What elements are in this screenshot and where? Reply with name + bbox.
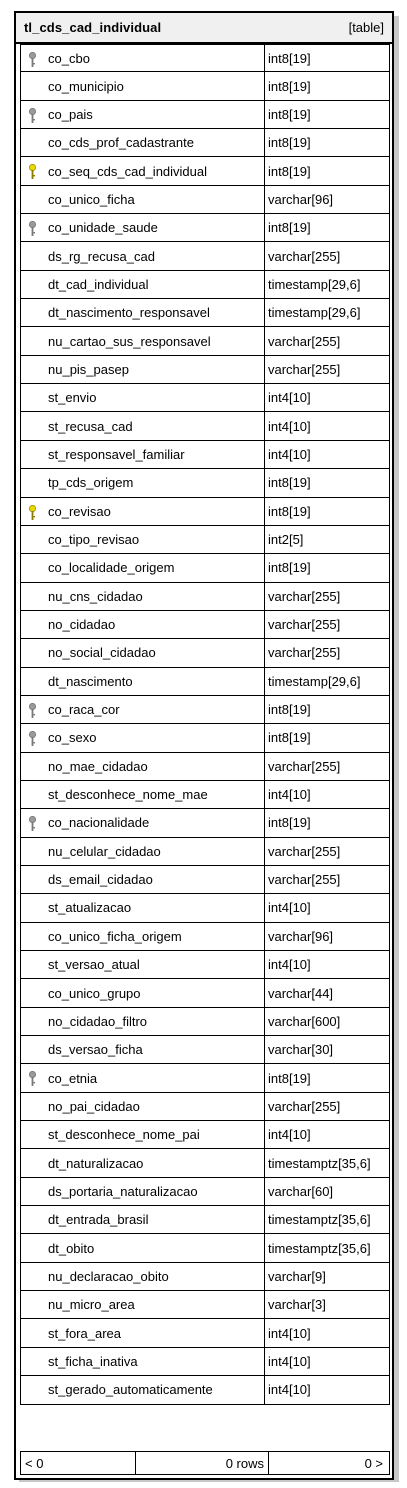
foreign-key-icon — [28, 108, 37, 124]
column-row[interactable] — [20, 1291, 390, 1319]
column-name-cell — [21, 327, 265, 354]
column-name: co_nacionalidade — [48, 815, 150, 831]
column-row[interactable] — [20, 186, 390, 214]
column-type: varchar[255] — [268, 843, 341, 859]
column-row[interactable] — [20, 1008, 390, 1036]
column-name: co_unidade_saude — [48, 220, 158, 236]
column-name: no_social_cidadao — [48, 645, 156, 661]
column-type: int4[10] — [268, 1353, 311, 1369]
column-name-cell — [21, 554, 265, 581]
column-name-cell — [21, 498, 265, 525]
column-name-cell — [21, 1008, 265, 1035]
column-name: co_localidade_origem — [48, 560, 175, 576]
column-row[interactable] — [20, 838, 390, 866]
column-name: dt_nascimento — [48, 673, 133, 689]
column-name: co_seq_cds_cad_individual — [48, 163, 208, 179]
column-row[interactable] — [20, 242, 390, 270]
column-row[interactable] — [20, 1064, 390, 1092]
column-row[interactable] — [20, 157, 390, 185]
column-name: st_responsavel_familiar — [48, 446, 185, 462]
column-name-cell — [21, 186, 265, 213]
column-type: int4[10] — [268, 418, 311, 434]
column-name-cell — [21, 1206, 265, 1233]
column-name: st_versao_atual — [48, 957, 140, 973]
column-type: int8[19] — [268, 220, 311, 236]
column-type: int8[19] — [268, 106, 311, 122]
column-row[interactable] — [20, 1036, 390, 1064]
column-row[interactable] — [20, 271, 390, 299]
table-kind-label: [table] — [348, 20, 384, 35]
column-name: st_gerado_automaticamente — [48, 1382, 213, 1398]
column-type: varchar[96] — [268, 191, 334, 207]
column-name: st_recusa_cad — [48, 418, 133, 434]
column-name-cell — [21, 1348, 265, 1375]
column-row[interactable] — [20, 611, 390, 639]
primary-key-icon — [28, 505, 37, 521]
column-row[interactable] — [20, 1234, 390, 1262]
column-name: co_sexo — [48, 730, 97, 746]
column-row[interactable] — [20, 753, 390, 781]
footer-next[interactable]: 0 > — [364, 1455, 383, 1471]
column-row[interactable] — [20, 809, 390, 837]
foreign-key-icon — [28, 1071, 37, 1087]
column-row[interactable] — [20, 696, 390, 724]
column-name: no_pai_cidadao — [48, 1098, 140, 1114]
column-name: nu_pis_pasep — [48, 361, 129, 377]
column-row[interactable] — [20, 1263, 390, 1291]
column-name: ds_email_cidadao — [48, 872, 153, 888]
column-row[interactable] — [20, 951, 390, 979]
column-type: varchar[255] — [268, 872, 341, 888]
column-type: int4[10] — [268, 1382, 311, 1398]
column-name-cell — [21, 1064, 265, 1091]
column-type: int8[19] — [268, 50, 311, 66]
column-name-cell — [21, 809, 265, 836]
column-name: ds_portaria_naturalizacao — [48, 1183, 198, 1199]
column-name-cell — [21, 696, 265, 723]
foreign-key-icon — [28, 221, 37, 237]
column-row[interactable] — [20, 1319, 390, 1347]
column-name: ds_rg_recusa_cad — [48, 248, 155, 264]
column-type: int8[19] — [268, 815, 311, 831]
column-type: timestamptz[35,6] — [268, 1212, 371, 1228]
column-type: int8[19] — [268, 475, 311, 491]
footer-row-count: 0 rows — [136, 1452, 269, 1474]
column-row[interactable] — [20, 1376, 390, 1404]
column-type: int8[19] — [268, 702, 311, 718]
column-name: st_ficha_inativa — [48, 1353, 138, 1369]
column-name-cell — [21, 1121, 265, 1148]
column-name-cell — [21, 299, 265, 326]
column-row[interactable] — [20, 923, 390, 951]
column-name-cell — [21, 101, 265, 128]
column-row[interactable] — [20, 72, 390, 100]
column-name: dt_cad_individual — [48, 276, 149, 292]
column-name-cell — [21, 951, 265, 978]
column-name: no_cidadao_filtro — [48, 1013, 148, 1029]
column-row[interactable] — [20, 441, 390, 469]
column-type: int4[10] — [268, 1325, 311, 1341]
column-name: co_revisao — [48, 503, 111, 519]
column-type: varchar[255] — [268, 617, 341, 633]
column-name: co_municipio — [48, 78, 124, 94]
table-header[interactable] — [16, 13, 392, 44]
column-row[interactable] — [20, 1206, 390, 1234]
column-row[interactable] — [20, 101, 390, 129]
column-name-cell — [21, 1036, 265, 1063]
column-name-cell — [21, 469, 265, 496]
column-row[interactable] — [20, 526, 390, 554]
column-name-cell — [21, 1093, 265, 1120]
column-type: timestamptz[35,6] — [268, 1155, 371, 1171]
column-name-cell — [21, 526, 265, 553]
foreign-key-icon — [28, 703, 37, 719]
column-name: co_unico_grupo — [48, 985, 141, 1001]
column-row[interactable] — [20, 668, 390, 696]
column-type: int4[10] — [268, 787, 311, 803]
column-type: timestamp[29,6] — [268, 305, 361, 321]
column-name: no_cidadao — [48, 617, 116, 633]
column-type: timestamptz[35,6] — [268, 1240, 371, 1256]
column-row[interactable] — [20, 469, 390, 497]
column-row[interactable] — [20, 299, 390, 327]
column-type: int8[19] — [268, 163, 311, 179]
column-type: varchar[3] — [268, 1297, 326, 1313]
column-type: varchar[255] — [268, 758, 341, 774]
column-name: st_envio — [48, 390, 97, 406]
primary-key-icon — [28, 164, 37, 180]
column-name-cell — [21, 441, 265, 468]
column-type: varchar[9] — [268, 1268, 326, 1284]
column-type: varchar[600] — [268, 1013, 341, 1029]
column-type: int4[10] — [268, 957, 311, 973]
table-name: tl_cds_cad_individual — [24, 20, 162, 35]
column-type: int4[10] — [268, 446, 311, 462]
column-type: varchar[255] — [268, 248, 341, 264]
column-name: st_fora_area — [48, 1325, 121, 1341]
column-type: int8[19] — [268, 560, 311, 576]
column-name: dt_nascimento_responsavel — [48, 305, 210, 321]
column-type: varchar[60] — [268, 1183, 334, 1199]
column-row[interactable] — [20, 894, 390, 922]
column-name: nu_micro_area — [48, 1297, 135, 1313]
column-name-cell — [21, 894, 265, 921]
column-row[interactable] — [20, 1149, 390, 1177]
column-row[interactable] — [20, 554, 390, 582]
column-name-cell — [21, 1149, 265, 1176]
column-row[interactable] — [20, 781, 390, 809]
column-type: varchar[30] — [268, 1042, 334, 1058]
column-name-cell — [21, 611, 265, 638]
table-footer — [20, 1451, 390, 1475]
column-name-cell — [21, 923, 265, 950]
column-list — [20, 44, 390, 1405]
column-type: varchar[44] — [268, 985, 334, 1001]
column-name: co_tipo_revisao — [48, 532, 140, 548]
foreign-key-icon — [28, 816, 37, 832]
column-name: st_atualizacao — [48, 900, 132, 916]
column-row[interactable] — [20, 1348, 390, 1376]
column-name: dt_obito — [48, 1240, 95, 1256]
column-name-cell — [21, 753, 265, 780]
column-name-cell — [21, 214, 265, 241]
column-row[interactable] — [20, 44, 390, 72]
column-type: int2[5] — [268, 532, 304, 548]
column-name-cell — [21, 1178, 265, 1205]
column-name-cell — [21, 129, 265, 156]
column-name: nu_cns_cidadao — [48, 588, 143, 604]
column-type: varchar[96] — [268, 928, 334, 944]
column-name: co_unico_ficha_origem — [48, 928, 182, 944]
column-type: int4[10] — [268, 1127, 311, 1143]
foreign-key-icon — [28, 731, 37, 747]
column-row[interactable] — [20, 412, 390, 440]
column-name-cell — [21, 45, 265, 71]
column-row[interactable] — [20, 129, 390, 157]
column-name-cell — [21, 384, 265, 411]
column-name: co_unico_ficha — [48, 191, 135, 207]
column-name: ds_versao_ficha — [48, 1042, 143, 1058]
column-row[interactable] — [20, 384, 390, 412]
column-row[interactable] — [20, 866, 390, 894]
column-row[interactable] — [20, 979, 390, 1007]
column-row[interactable] — [20, 583, 390, 611]
column-name-cell — [21, 1263, 265, 1290]
column-name-cell — [21, 838, 265, 865]
column-row[interactable] — [20, 1121, 390, 1149]
column-type: int8[19] — [268, 78, 311, 94]
column-name: nu_cartao_sus_responsavel — [48, 333, 211, 349]
column-name-cell — [21, 271, 265, 298]
column-type: int8[19] — [268, 135, 311, 151]
column-name-cell — [21, 639, 265, 666]
column-row[interactable] — [20, 639, 390, 667]
column-name-cell — [21, 412, 265, 439]
column-type: int4[10] — [268, 390, 311, 406]
column-name-cell — [21, 356, 265, 383]
column-type: varchar[255] — [268, 588, 341, 604]
column-type: varchar[255] — [268, 361, 341, 377]
column-name-cell — [21, 157, 265, 184]
column-row[interactable] — [20, 327, 390, 355]
footer-prev[interactable]: < 0 — [21, 1452, 136, 1474]
column-name: no_mae_cidadao — [48, 758, 148, 774]
column-name: co_cds_prof_cadastrante — [48, 135, 194, 151]
column-type: int8[19] — [268, 503, 311, 519]
table-entity[interactable] — [14, 11, 394, 1480]
column-row[interactable] — [20, 1093, 390, 1121]
column-type: int4[10] — [268, 900, 311, 916]
column-name-cell — [21, 583, 265, 610]
column-name: tp_cds_origem — [48, 475, 134, 491]
column-type: timestamp[29,6] — [268, 276, 361, 292]
column-name: co_cbo — [48, 50, 90, 66]
column-name: st_desconhece_nome_mae — [48, 787, 208, 803]
column-name: co_raca_cor — [48, 702, 120, 718]
column-row[interactable] — [20, 724, 390, 752]
column-name-cell — [21, 979, 265, 1006]
column-type: int8[19] — [268, 1070, 311, 1086]
column-name-cell — [21, 781, 265, 808]
column-row[interactable] — [20, 498, 390, 526]
column-name: co_pais — [48, 106, 93, 122]
column-name-cell — [21, 1319, 265, 1346]
column-row[interactable] — [20, 1178, 390, 1206]
column-name-cell — [21, 1376, 265, 1403]
column-name: dt_naturalizacao — [48, 1155, 144, 1171]
column-type: varchar[255] — [268, 333, 341, 349]
column-type: varchar[255] — [268, 1098, 341, 1114]
column-name: nu_declaracao_obito — [48, 1268, 169, 1284]
column-name-cell — [21, 668, 265, 695]
foreign-key-icon — [28, 52, 37, 68]
column-name-cell — [21, 724, 265, 751]
column-name: nu_celular_cidadao — [48, 843, 161, 859]
column-name-cell — [21, 72, 265, 99]
column-name: dt_entrada_brasil — [48, 1212, 149, 1228]
column-type: varchar[255] — [268, 645, 341, 661]
column-name: st_desconhece_nome_pai — [48, 1127, 200, 1143]
column-type: int8[19] — [268, 730, 311, 746]
column-name-cell — [21, 1291, 265, 1318]
column-name-cell — [21, 1234, 265, 1261]
column-name: co_etnia — [48, 1070, 98, 1086]
column-row[interactable] — [20, 356, 390, 384]
column-type: timestamp[29,6] — [268, 673, 361, 689]
column-row[interactable] — [20, 214, 390, 242]
column-name-cell — [21, 866, 265, 893]
column-name-cell — [21, 242, 265, 269]
